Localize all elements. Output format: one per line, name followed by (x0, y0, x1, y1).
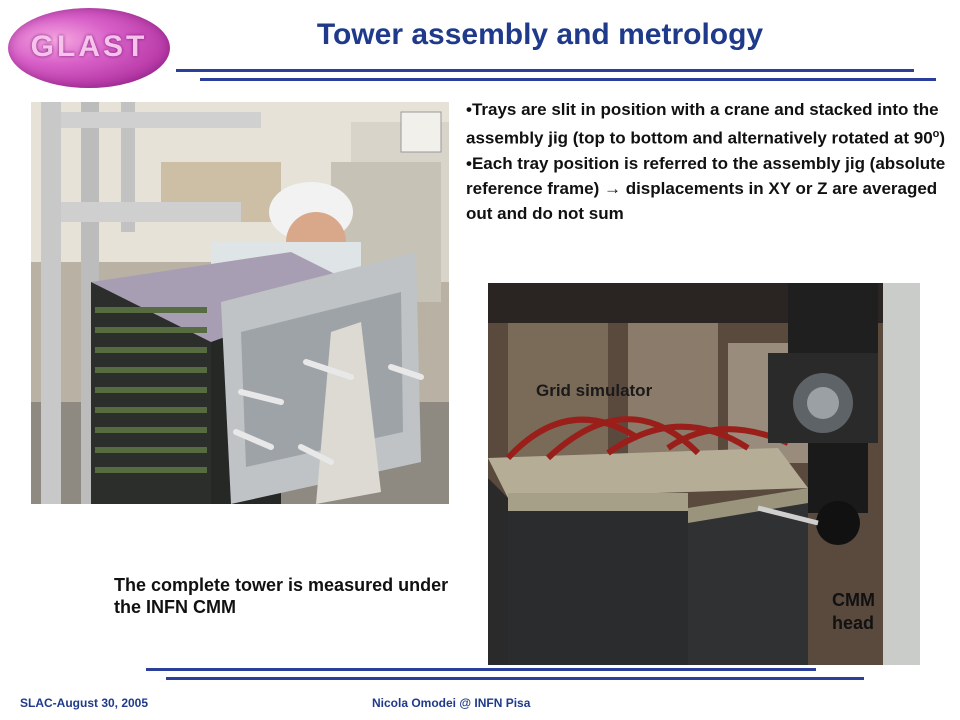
footer-rule-bottom (166, 677, 864, 680)
grid-simulator-label: Grid simulator (536, 381, 653, 400)
bullet-list (466, 97, 946, 226)
glast-logo (8, 8, 170, 88)
title-rule-bottom (200, 78, 936, 81)
bullet-item-trays (466, 97, 946, 151)
logo-text: GLAST (30, 30, 148, 63)
footer-rule-top (146, 668, 816, 671)
tower-assembly-photo (31, 102, 449, 504)
footer-author: Nicola Omodei @ INFN Pisa (372, 696, 531, 710)
title-rule-top (176, 69, 914, 72)
bullet-reference-middle: displacements in XY or (620, 178, 818, 198)
degree-superscript: o (932, 128, 940, 140)
footer-date: SLAC-August 30, 2005 (20, 696, 149, 710)
photo-caption: The complete tower is measured under the INFN CMM (114, 575, 449, 617)
bullet-z-axis: Z (817, 178, 828, 198)
bullet-reference-text: •Each tray position is referred to the assembly jig (absolute reference frame) (466, 153, 946, 198)
cmm-head-label: CMM head (832, 590, 875, 633)
bullet-reference-end: are averaged out and do not sum (466, 178, 938, 223)
right-arrow-icon: → (603, 178, 621, 198)
bullet-trays-text: •Trays are slit in position with a crane and stacked into the assembly jig (top to bottom and alternatively rotated at 90 (466, 100, 939, 148)
bullet-trays-tail: ) (939, 128, 946, 148)
bullet-item-reference (466, 151, 946, 226)
slide-title: Tower assembly and metrology (316, 18, 764, 51)
tower-assembly-illustration (31, 102, 449, 504)
